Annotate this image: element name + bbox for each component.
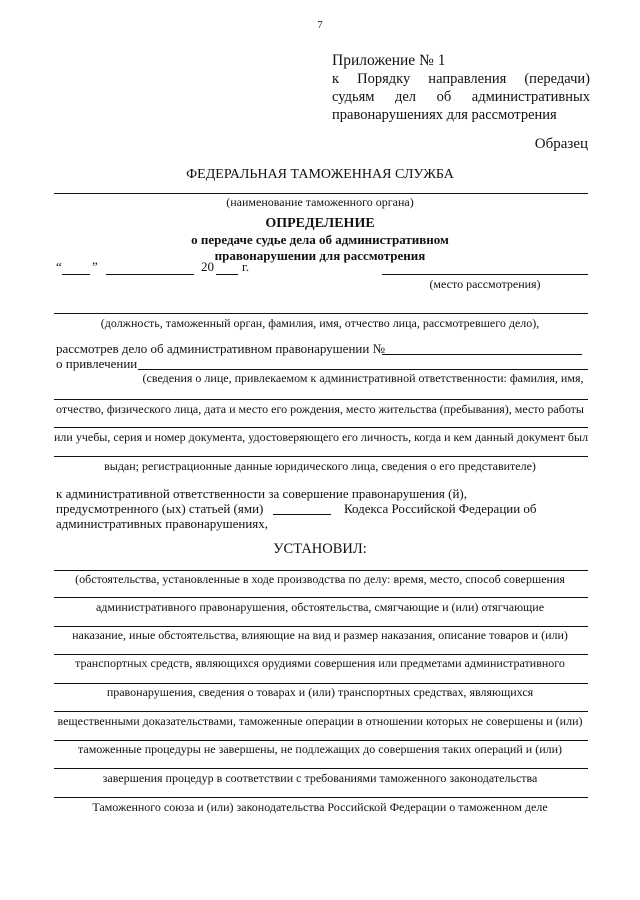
circumstances-field-line[interactable] <box>54 570 588 571</box>
appendix-block <box>332 52 590 124</box>
circumstances-caption: таможенные процедуры не завершены, не подлежащих до совершения таких операций и (или) <box>77 742 563 756</box>
case-number-field[interactable] <box>382 354 582 355</box>
document-subtitle-line: о передаче судье дела об административном <box>191 232 449 247</box>
agency-field-line[interactable] <box>54 193 588 194</box>
person-caption: выдан; регистрационные данные юридического лица, сведения о его представителе) <box>104 459 536 473</box>
circumstances-field-line[interactable] <box>54 683 588 684</box>
appendix-line: к Порядку направления (передачи) <box>332 71 590 87</box>
circumstances-field-line[interactable] <box>54 797 588 798</box>
circumstances-caption: завершения процедур в соответствии с требованиями таможенного законодательства <box>102 771 538 785</box>
circumstances-field-line[interactable] <box>54 740 588 741</box>
date-year-suffix: г. <box>242 259 250 274</box>
circumstances-caption: транспортных средств, являющихся орудиями совершения или предметами административного <box>75 656 565 670</box>
circumstances-field-line[interactable] <box>54 626 588 627</box>
person-field-line[interactable] <box>54 427 588 428</box>
date-day-field[interactable] <box>62 274 90 275</box>
circumstances-caption: Таможенного союза и (или) законодательства Российской Федерации о таможенном деле <box>92 800 548 814</box>
date-row <box>56 259 266 277</box>
circumstances-caption: вещественными доказательствами, таможенные операции в отношении которых не совершены и (или) <box>57 714 583 728</box>
liability-text-line: административных правонарушениях, <box>56 516 268 531</box>
liability-text-line: Кодекса Российской Федерации об <box>344 501 537 516</box>
document-title: ОПРЕДЕЛЕНИЕ <box>265 216 375 231</box>
place-field-line[interactable] <box>382 274 588 275</box>
circumstances-caption: правонарушения, сведения о товарах и (или) транспортных средствах, являющихся <box>106 685 534 699</box>
date-year-prefix: 20 <box>201 259 214 274</box>
regarding-label: о привлечении <box>56 356 138 371</box>
circumstances-field-line[interactable] <box>54 654 588 655</box>
appendix-line: судьям дел об административных <box>332 89 590 105</box>
date-month-field[interactable] <box>106 274 194 275</box>
circumstances-caption: административного правонарушения, обстоятельства, смягчающие и (или) отягчающие <box>95 600 545 614</box>
person-field-line[interactable] <box>54 456 588 457</box>
agency-caption: (наименование таможенного органа) <box>226 195 414 209</box>
date-quote-close: ” <box>92 259 98 274</box>
place-caption: (место рассмотрения) <box>429 277 541 291</box>
appendix-line: правонарушениях для рассмотрения <box>332 107 557 123</box>
official-caption: (должность, таможенный орган, фамилия, имя, отчество лица, рассмотревшего дело), <box>100 316 540 330</box>
agency-name: ФЕДЕРАЛЬНАЯ ТАМОЖЕННАЯ СЛУЖБА <box>186 167 454 182</box>
person-field-line[interactable] <box>54 399 588 400</box>
person-caption: отчество, физического лица, дата и место его рождения, место жительства (пребывания), место работы <box>56 402 584 416</box>
reviewed-case-label: рассмотрев дело об административном правонарушении № <box>56 341 385 356</box>
circumstances-caption: наказание, иные обстоятельства, влияющие на вид и размер наказания, описание товаров и (или) <box>72 628 568 642</box>
date-quote-open: “ <box>56 259 62 274</box>
page-number: 7 <box>317 19 323 31</box>
appendix-title: Приложение № 1 <box>332 52 446 69</box>
circumstances-caption: (обстоятельства, установленные в ходе производства по делу: время, место, способ совершения <box>75 572 565 586</box>
person-field-line[interactable] <box>138 369 588 370</box>
established-heading: УСТАНОВИЛ: <box>273 541 367 557</box>
document-subtitle-line: правонарушении для рассмотрения <box>214 248 426 263</box>
person-caption: или учебы, серия и номер документа, удостоверяющего его личность, когда и кем данный документ был <box>54 430 589 444</box>
circumstances-field-line[interactable] <box>54 597 588 598</box>
liability-text-line: предусмотренного (ых) статьей (ями) <box>56 501 264 516</box>
person-caption: (сведения о лице, привлекаемом к административной ответственности: фамилия, имя, <box>142 371 584 385</box>
sample-label: Образец <box>534 136 588 152</box>
articles-field[interactable] <box>273 514 331 515</box>
official-field-line[interactable] <box>54 313 588 314</box>
circumstances-field-line[interactable] <box>54 711 588 712</box>
liability-text-line: к административной ответственности за совершение правонарушения (й), <box>56 486 467 501</box>
date-year-field[interactable] <box>216 274 238 275</box>
circumstances-field-line[interactable] <box>54 768 588 769</box>
